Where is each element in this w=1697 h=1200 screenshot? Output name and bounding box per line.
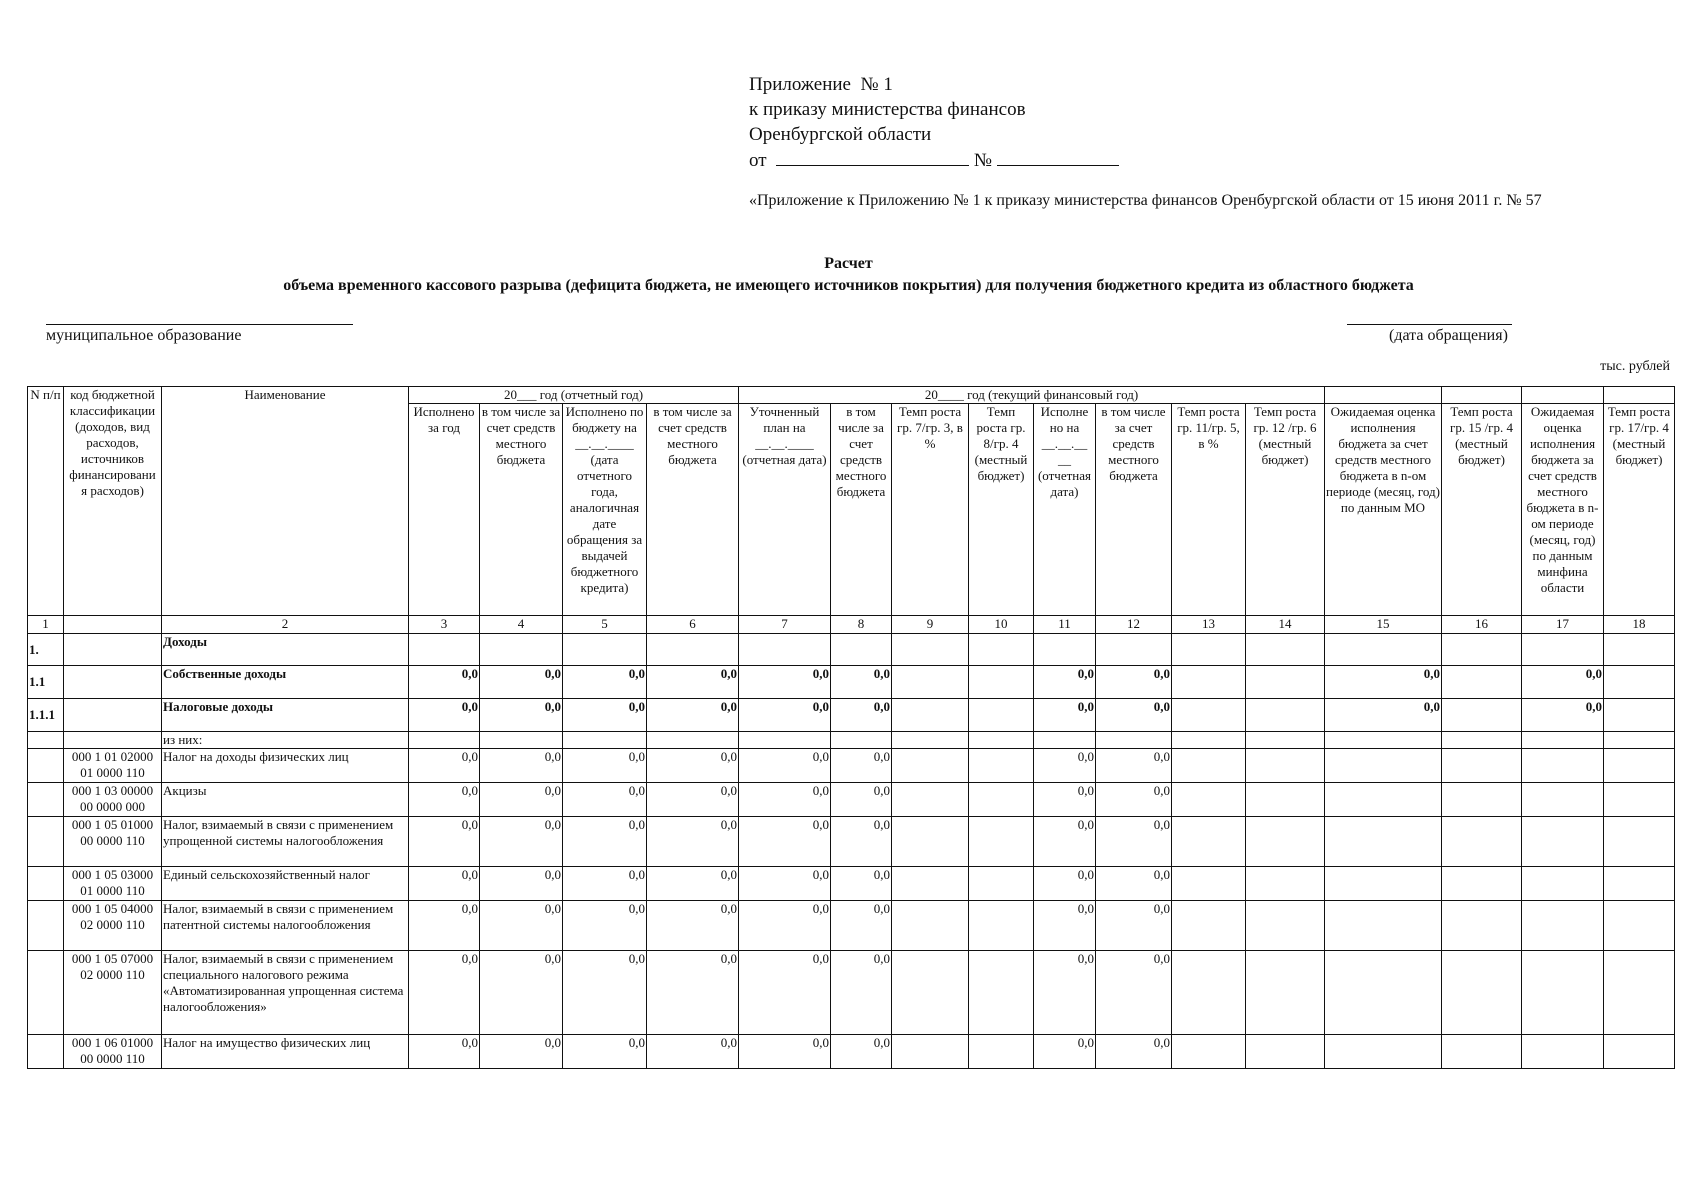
col-number: 12 [1096,616,1172,634]
row-value[interactable] [1325,951,1442,1035]
row-value[interactable]: 0,0 [480,666,563,699]
row-value[interactable]: 0,0 [739,749,831,783]
row-value[interactable] [1442,749,1522,783]
row-value[interactable]: 0,0 [409,817,480,867]
municipality-line[interactable] [46,324,353,325]
row-name: Налог на доходы физических лиц [162,749,409,783]
row-value[interactable] [1604,749,1675,783]
row-value[interactable] [1442,867,1522,901]
row-value[interactable] [1172,783,1246,817]
row-value[interactable] [409,634,480,666]
row-value[interactable]: 0,0 [831,749,892,783]
row-value[interactable]: 0,0 [1034,867,1096,901]
row-value[interactable] [1442,817,1522,867]
row-name: Налог, взимаемый в связи с применением специального налогового режима «Автоматизированная упрощенная система налогообложения» [162,951,409,1035]
row-value[interactable]: 0,0 [739,699,831,732]
row-value[interactable]: 0,0 [1096,783,1172,817]
row-value[interactable] [1246,699,1325,732]
table-row [28,634,1675,666]
doc-title: Расчет [824,255,873,272]
row-value[interactable]: 0,0 [647,699,739,732]
row-number [28,951,64,1035]
row-value[interactable] [969,951,1034,1035]
row-value[interactable] [1172,867,1246,901]
row-value[interactable] [969,1035,1034,1069]
row-value[interactable]: 0,0 [409,783,480,817]
header-col-5: Исполнено по бюджету на __.__.____ (дата отчетного года, аналогичная дате обращения за выдачей бюджетного кредита) [563,404,647,616]
row-value[interactable]: 0,0 [563,951,647,1035]
row-number: 1.1.1 [28,699,64,732]
row-value[interactable] [1604,1035,1675,1069]
header-col-14: Темп роста гр. 12 /гр. 6 (местный бюджет) [1246,404,1325,616]
row-value[interactable] [969,699,1034,732]
col-number: 18 [1604,616,1675,634]
appendix-line-2: к приказу министерства финансов [749,99,1026,120]
row-value[interactable] [969,732,1034,749]
header-row-1 [28,387,1675,404]
budget-table [27,386,1675,1069]
row-value[interactable] [892,666,969,699]
row-value[interactable]: 0,0 [563,666,647,699]
row-code: 000 1 06 01000 00 0000 110 [64,1035,162,1069]
row-value[interactable] [1604,666,1675,699]
units-label: тыс. рублей [1600,359,1670,374]
row-name: Единый сельскохозяйственный налог [162,867,409,901]
row-name: Налог, взимаемый в связи с применением патентной системы налогообложения [162,901,409,951]
row-value[interactable] [1325,634,1442,666]
appendix-block [749,72,1119,173]
row-value[interactable]: 0,0 [831,1035,892,1069]
row-value[interactable] [892,901,969,951]
row-value[interactable] [1172,817,1246,867]
col-number: 17 [1522,616,1604,634]
row-value[interactable] [969,749,1034,783]
row-value[interactable]: 0,0 [1096,666,1172,699]
col-number: 8 [831,616,892,634]
row-value[interactable] [1246,749,1325,783]
header-col-16: Темп роста гр. 15 /гр. 4 (местный бюджет) [1442,404,1522,616]
table-body [28,634,1675,1069]
row-value[interactable] [1522,783,1604,817]
row-code: 000 1 05 07000 02 0000 110 [64,951,162,1035]
row-value[interactable]: 0,0 [1034,817,1096,867]
row-value[interactable]: 0,0 [480,783,563,817]
row-value[interactable]: 0,0 [1096,901,1172,951]
row-value[interactable]: 0,0 [480,817,563,867]
row-value[interactable]: 0,0 [563,783,647,817]
row-code: 000 1 05 01000 00 0000 110 [64,817,162,867]
row-value[interactable]: 0,0 [1096,699,1172,732]
municipality-label: муниципальное образование [46,327,242,344]
row-value[interactable]: 0,0 [1034,783,1096,817]
row-value[interactable] [647,634,739,666]
table-row [28,783,1675,817]
row-name: Акцизы [162,783,409,817]
row-value[interactable] [1604,867,1675,901]
row-name: Налог на имущество физических лиц [162,1035,409,1069]
row-value[interactable] [969,783,1034,817]
date-line[interactable] [1347,324,1512,325]
row-value[interactable]: 0,0 [480,749,563,783]
appendix-line-3: Оренбургской области [749,124,932,145]
row-code [64,699,162,732]
doc-subtitle: объема временного кассового разрыва (дефицита бюджета, не имеющего источников покрытия) для получения бюджетного кредита из областного бюджета [283,277,1414,294]
row-number [28,783,64,817]
row-value[interactable]: 0,0 [1325,666,1442,699]
row-value[interactable]: 0,0 [647,817,739,867]
row-value[interactable]: 0,0 [1096,817,1172,867]
row-value[interactable] [1325,749,1442,783]
row-value[interactable] [1172,732,1246,749]
row-value[interactable] [892,1035,969,1069]
row-value[interactable] [892,817,969,867]
row-value[interactable]: 0,0 [1096,1035,1172,1069]
table-row [28,732,1675,749]
row-value[interactable] [1442,634,1522,666]
row-value[interactable]: 0,0 [831,699,892,732]
row-value[interactable] [409,732,480,749]
row-value[interactable] [892,867,969,901]
col-number: 15 [1325,616,1442,634]
header-col-13: Темп роста гр. 11/гр. 5, в % [1172,404,1246,616]
row-code: 000 1 03 00000 00 0000 000 [64,783,162,817]
row-value[interactable] [1522,951,1604,1035]
header-col-17: Ожидаемая оценка исполнения бюджета за счет средств местного бюджета в n-ом периоде (месяц, год) по данным минфина области [1522,404,1604,616]
row-value[interactable] [739,634,831,666]
header-year-report: 20___ год (отчетный год) [409,387,739,404]
row-value[interactable]: 0,0 [739,867,831,901]
row-value[interactable]: 0,0 [1034,1035,1096,1069]
row-value[interactable]: 0,0 [1034,951,1096,1035]
row-value[interactable]: 0,0 [1325,699,1442,732]
row-value[interactable] [1172,699,1246,732]
row-value[interactable] [1604,783,1675,817]
appendix-line-1: Приложение № 1 [749,74,893,95]
row-value[interactable]: 0,0 [739,951,831,1035]
row-value[interactable] [1172,749,1246,783]
row-value[interactable]: 0,0 [647,749,739,783]
row-value[interactable] [563,634,647,666]
row-value[interactable] [969,901,1034,951]
row-name: Налог, взимаемый в связи с применением упрощенной системы налогообложения [162,817,409,867]
row-value[interactable]: 0,0 [480,867,563,901]
col-number: 4 [480,616,563,634]
row-value[interactable]: 0,0 [563,901,647,951]
row-value[interactable] [1442,1035,1522,1069]
row-value[interactable]: 0,0 [409,901,480,951]
col-number [64,616,162,634]
header-col-10: Темп роста гр. 8/гр. 4 (местный бюджет) [969,404,1034,616]
row-value[interactable] [1522,732,1604,749]
row-value[interactable] [1246,783,1325,817]
header-col-18: Темп роста гр. 17/гр. 4 (местный бюджет) [1604,404,1675,616]
row-number [28,749,64,783]
row-value[interactable] [1034,634,1096,666]
col-number: 9 [892,616,969,634]
row-value[interactable] [739,732,831,749]
row-value[interactable]: 0,0 [647,783,739,817]
row-code [64,634,162,666]
row-code: 000 1 01 02000 01 0000 110 [64,749,162,783]
row-value[interactable]: 0,0 [563,1035,647,1069]
col-number: 3 [409,616,480,634]
row-value[interactable]: 0,0 [563,699,647,732]
row-value[interactable] [969,817,1034,867]
row-value[interactable]: 0,0 [409,666,480,699]
row-value[interactable]: 0,0 [563,867,647,901]
row-value[interactable] [1442,783,1522,817]
row-value[interactable]: 0,0 [480,1035,563,1069]
row-name: из них: [162,732,409,749]
row-value[interactable]: 0,0 [831,783,892,817]
row-value[interactable] [1034,732,1096,749]
row-value[interactable] [1325,732,1442,749]
col-number: 13 [1172,616,1246,634]
col-number: 1 [28,616,64,634]
row-value[interactable]: 0,0 [409,951,480,1035]
row-code: 000 1 05 04000 02 0000 110 [64,901,162,951]
header-code: код бюджетной классификации (доходов, вид расходов, источников финансировани я расходов) [64,387,162,616]
col-number: 11 [1034,616,1096,634]
row-value[interactable]: 0,0 [1096,951,1172,1035]
row-value[interactable]: 0,0 [831,867,892,901]
row-value[interactable] [1522,634,1604,666]
header-col-9: Темп роста гр. 7/гр. 3, в % [892,404,969,616]
row-value[interactable] [1604,817,1675,867]
row-value[interactable] [480,634,563,666]
row-value[interactable]: 0,0 [1034,666,1096,699]
row-value[interactable] [1246,1035,1325,1069]
row-value[interactable] [1522,817,1604,867]
row-number [28,732,64,749]
row-number: 1. [28,634,64,666]
table-row [28,867,1675,901]
header-col-8: в том числе за счет средств местного бюджета [831,404,892,616]
col-number: 7 [739,616,831,634]
row-value[interactable]: 0,0 [647,666,739,699]
row-value[interactable] [1522,749,1604,783]
header-col-15: Ожидаемая оценка исполнения бюджета за счет средств местного бюджета в n-ом периоде (месяц, год) по данным МО [1325,404,1442,616]
row-value[interactable]: 0,0 [1096,867,1172,901]
col-number: 6 [647,616,739,634]
row-value[interactable] [1246,732,1325,749]
row-value[interactable]: 0,0 [563,749,647,783]
row-name: Собственные доходы [162,666,409,699]
row-value[interactable]: 0,0 [563,817,647,867]
table-row [28,749,1675,783]
row-value[interactable] [1522,1035,1604,1069]
col-number: 5 [563,616,647,634]
number-blank[interactable] [997,147,1119,166]
header-year-current: 20____ год (текущий финансовый год) [739,387,1325,404]
row-value[interactable] [1246,666,1325,699]
row-value[interactable] [1246,867,1325,901]
column-numbers-row [28,616,1675,634]
row-number [28,867,64,901]
row-value[interactable] [1325,817,1442,867]
table-row [28,666,1675,699]
row-value[interactable]: 0,0 [480,901,563,951]
row-value[interactable] [1442,901,1522,951]
row-value[interactable]: 0,0 [480,951,563,1035]
header-name: Наименование [162,387,409,616]
row-value[interactable] [892,951,969,1035]
row-value[interactable] [480,732,563,749]
row-value[interactable]: 0,0 [739,1035,831,1069]
row-value[interactable] [1172,901,1246,951]
row-value[interactable] [1604,901,1675,951]
row-value[interactable] [1172,1035,1246,1069]
row-value[interactable] [1096,634,1172,666]
row-value[interactable] [563,732,647,749]
col-number: 14 [1246,616,1325,634]
row-value[interactable] [1246,901,1325,951]
table-row [28,699,1675,732]
from-label: от [749,150,767,171]
row-number: 1.1 [28,666,64,699]
row-value[interactable] [1325,867,1442,901]
sub-appendix: «Приложение к Приложению № 1 к приказу министерства финансов Оренбургской области от 15 июня 2011 г. № 57 [749,192,1542,209]
row-value[interactable] [1604,951,1675,1035]
row-value[interactable]: 0,0 [409,749,480,783]
table-row [28,951,1675,1035]
header-col-11: Исполне но на __.__.__ __ (отчетная дата) [1034,404,1096,616]
row-value[interactable]: 0,0 [409,1035,480,1069]
row-value[interactable]: 0,0 [739,901,831,951]
header-col-12: в том числе за счет средств местного бюджета [1096,404,1172,616]
appendix-line-4 [749,147,1119,173]
row-code [64,732,162,749]
row-value[interactable] [1172,951,1246,1035]
row-value[interactable] [1442,732,1522,749]
header-col-6: в том числе за счет средств местного бюджета [647,404,739,616]
row-value[interactable] [1604,699,1675,732]
row-code: 000 1 05 03000 01 0000 110 [64,867,162,901]
row-value[interactable] [1442,951,1522,1035]
row-value[interactable] [1096,732,1172,749]
row-value[interactable] [1604,732,1675,749]
row-value[interactable] [892,634,969,666]
row-number [28,901,64,951]
header-col-3: Исполнено за год [409,404,480,616]
row-value[interactable] [1442,666,1522,699]
row-value[interactable]: 0,0 [1522,699,1604,732]
row-value[interactable] [969,867,1034,901]
row-value[interactable] [892,732,969,749]
row-value[interactable]: 0,0 [647,1035,739,1069]
row-value[interactable] [831,732,892,749]
row-value[interactable]: 0,0 [831,951,892,1035]
row-value[interactable]: 0,0 [1034,901,1096,951]
row-value[interactable] [1172,634,1246,666]
row-value[interactable]: 0,0 [1034,699,1096,732]
row-value[interactable]: 0,0 [739,666,831,699]
date-blank[interactable] [776,147,969,166]
row-value[interactable]: 0,0 [647,867,739,901]
row-value[interactable]: 0,0 [647,951,739,1035]
row-code [64,666,162,699]
row-name: Доходы [162,634,409,666]
row-value[interactable] [1522,901,1604,951]
row-number [28,817,64,867]
row-value[interactable]: 0,0 [1034,749,1096,783]
row-name: Налоговые доходы [162,699,409,732]
date-label: (дата обращения) [1389,327,1508,344]
row-value[interactable] [1325,783,1442,817]
row-value[interactable]: 0,0 [831,901,892,951]
table-row [28,901,1675,951]
row-value[interactable] [1246,634,1325,666]
row-value[interactable] [1325,901,1442,951]
row-value[interactable]: 0,0 [409,867,480,901]
row-value[interactable] [1522,867,1604,901]
table-row [28,817,1675,867]
row-value[interactable] [1604,634,1675,666]
row-value[interactable]: 0,0 [1096,749,1172,783]
row-value[interactable] [831,634,892,666]
row-value[interactable]: 0,0 [831,817,892,867]
col-number: 2 [162,616,409,634]
row-value[interactable] [647,732,739,749]
row-value[interactable] [892,699,969,732]
col-number: 10 [969,616,1034,634]
row-value[interactable]: 0,0 [480,699,563,732]
number-label: № [973,150,992,171]
header-col-4: в том числе за счет средств местного бюджета [480,404,563,616]
row-value[interactable]: 0,0 [739,817,831,867]
col-number: 16 [1442,616,1522,634]
header-col-7: Уточненный план на __.__.____ (отчетная дата) [739,404,831,616]
row-value[interactable]: 0,0 [647,901,739,951]
row-value[interactable] [892,783,969,817]
row-value[interactable] [1325,1035,1442,1069]
row-value[interactable]: 0,0 [1522,666,1604,699]
row-value[interactable]: 0,0 [409,699,480,732]
row-value[interactable] [1172,666,1246,699]
row-number [28,1035,64,1069]
row-value[interactable]: 0,0 [831,666,892,699]
row-value[interactable]: 0,0 [739,783,831,817]
row-value[interactable] [892,749,969,783]
row-value[interactable] [1442,699,1522,732]
row-value[interactable] [969,666,1034,699]
header-num: N п/п [28,387,64,616]
row-value[interactable] [969,634,1034,666]
row-value[interactable] [1246,951,1325,1035]
table-row [28,1035,1675,1069]
row-value[interactable] [1246,817,1325,867]
